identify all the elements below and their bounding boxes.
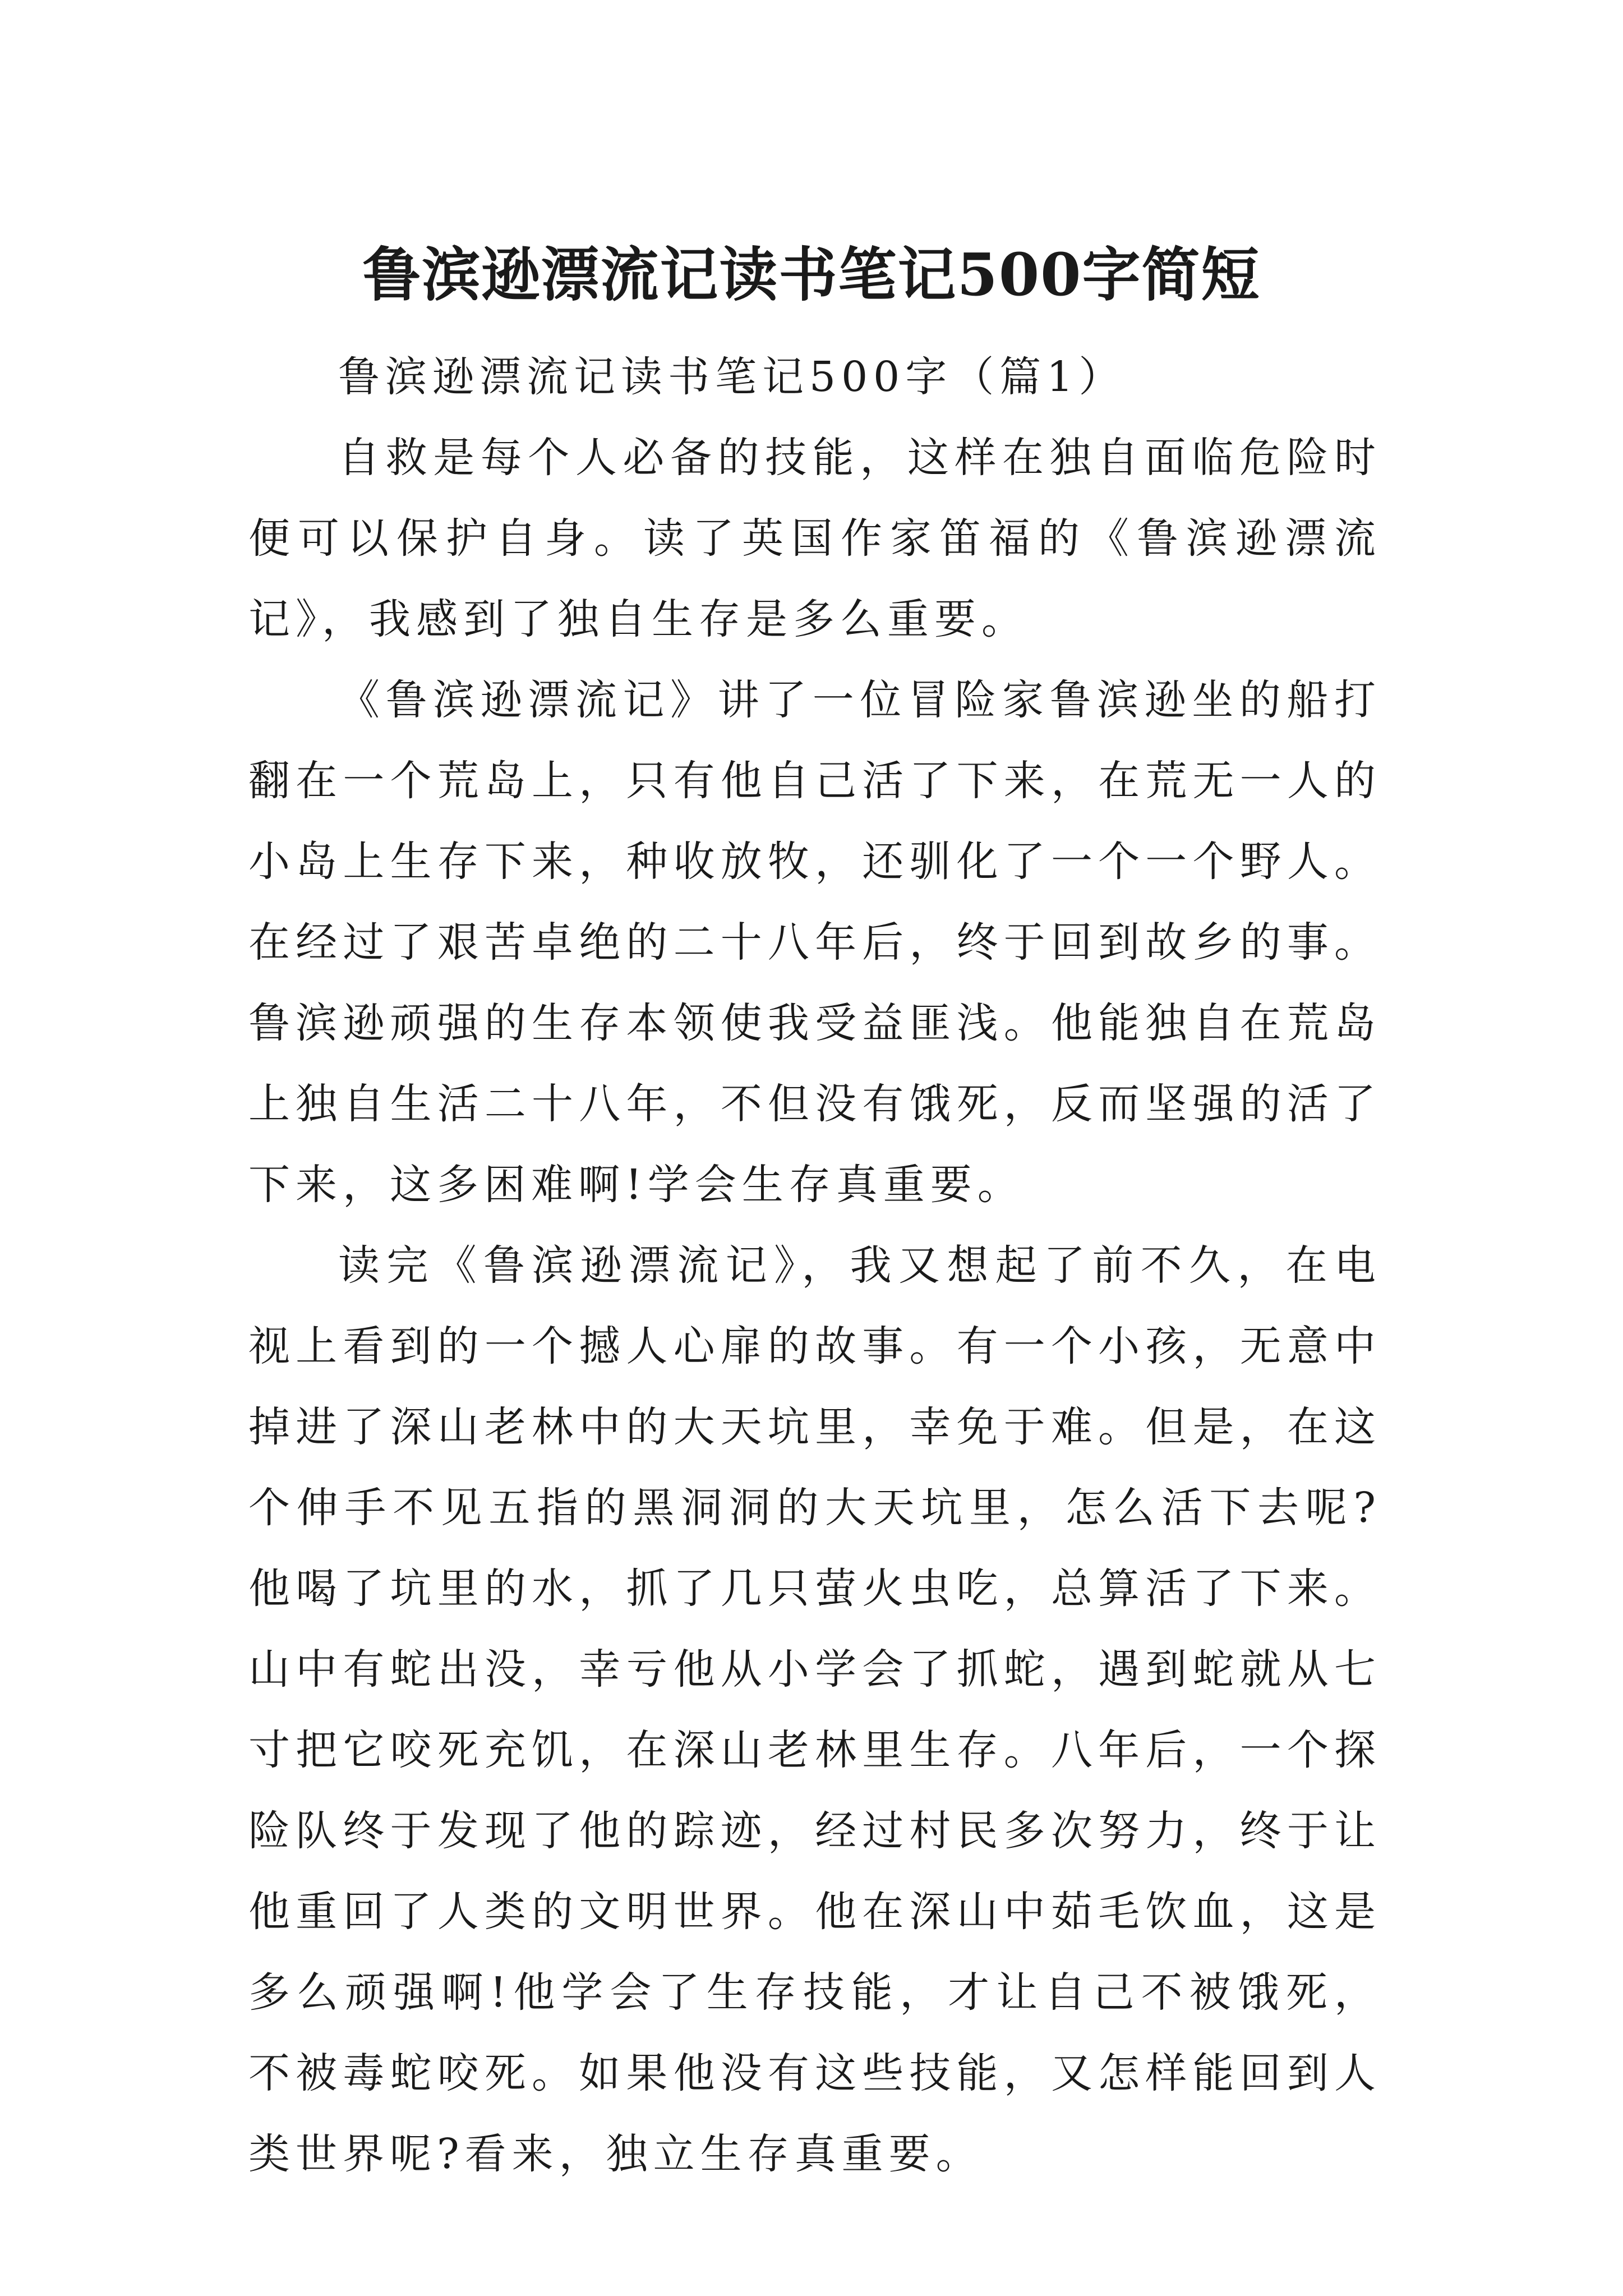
document-body — [248, 337, 1381, 2194]
paragraph: 读完《鲁滨逊漂流记》，我又想起了前不久，在电视上看到的一个撼人心扉的故事。有一个小孩，无意中掉进了深山老林中的大天坑里，幸免于难。但是，在这个伸手不见五指的黑洞洞的大天坑里，怎么活下去呢?他喝了坑里的水，抓了几只萤火虫吃，总算活了下来。山中有蛇出没，幸亏他从小学会了抓蛇，遇到蛇就从七寸把它咬死充饥，在深山老林里生存。八年后，一个探险队终于发现了他的踪迹，经过村民多次努力，终于让他重回了人类的文明世界。他在深山中茹毛饮血，这是多么顽强啊!他学会了生存技能，才让自己不被饿死，不被毒蛇咬死。如果他没有这些技能，又怎样能回到人类世界呢?看来，独立生存真重要。 — [248, 1241, 1381, 2178]
paragraph: 《鲁滨逊漂流记》讲了一位冒险家鲁滨逊坐的船打翻在一个荒岛上，只有他自己活了下来，在荒无一人的小岛上生存下来，种收放牧，还驯化了一个一个野人。在经过了艰苦卓绝的二十八年后，终于回到故乡的事。鲁滨逊顽强的生存本领使我受益匪浅。他能独自在荒岛上独自生活二十八年，不但没有饿死，反而坚强的活了下来，这多困难啊!学会生存真重要。 — [248, 676, 1381, 1209]
paragraph: 自救是每个人必备的技能，这样在独自面临危险时便可以保护自身。读了英国作家笛福的《鲁滨逊漂流记》，我感到了独自生存是多么重要。 — [248, 434, 1381, 643]
document-title: 鲁滨逊漂流记读书笔记500字简短 — [362, 240, 1261, 309]
paragraph-subtitle: 鲁滨逊漂流记读书笔记500字（篇1） — [338, 353, 1126, 401]
